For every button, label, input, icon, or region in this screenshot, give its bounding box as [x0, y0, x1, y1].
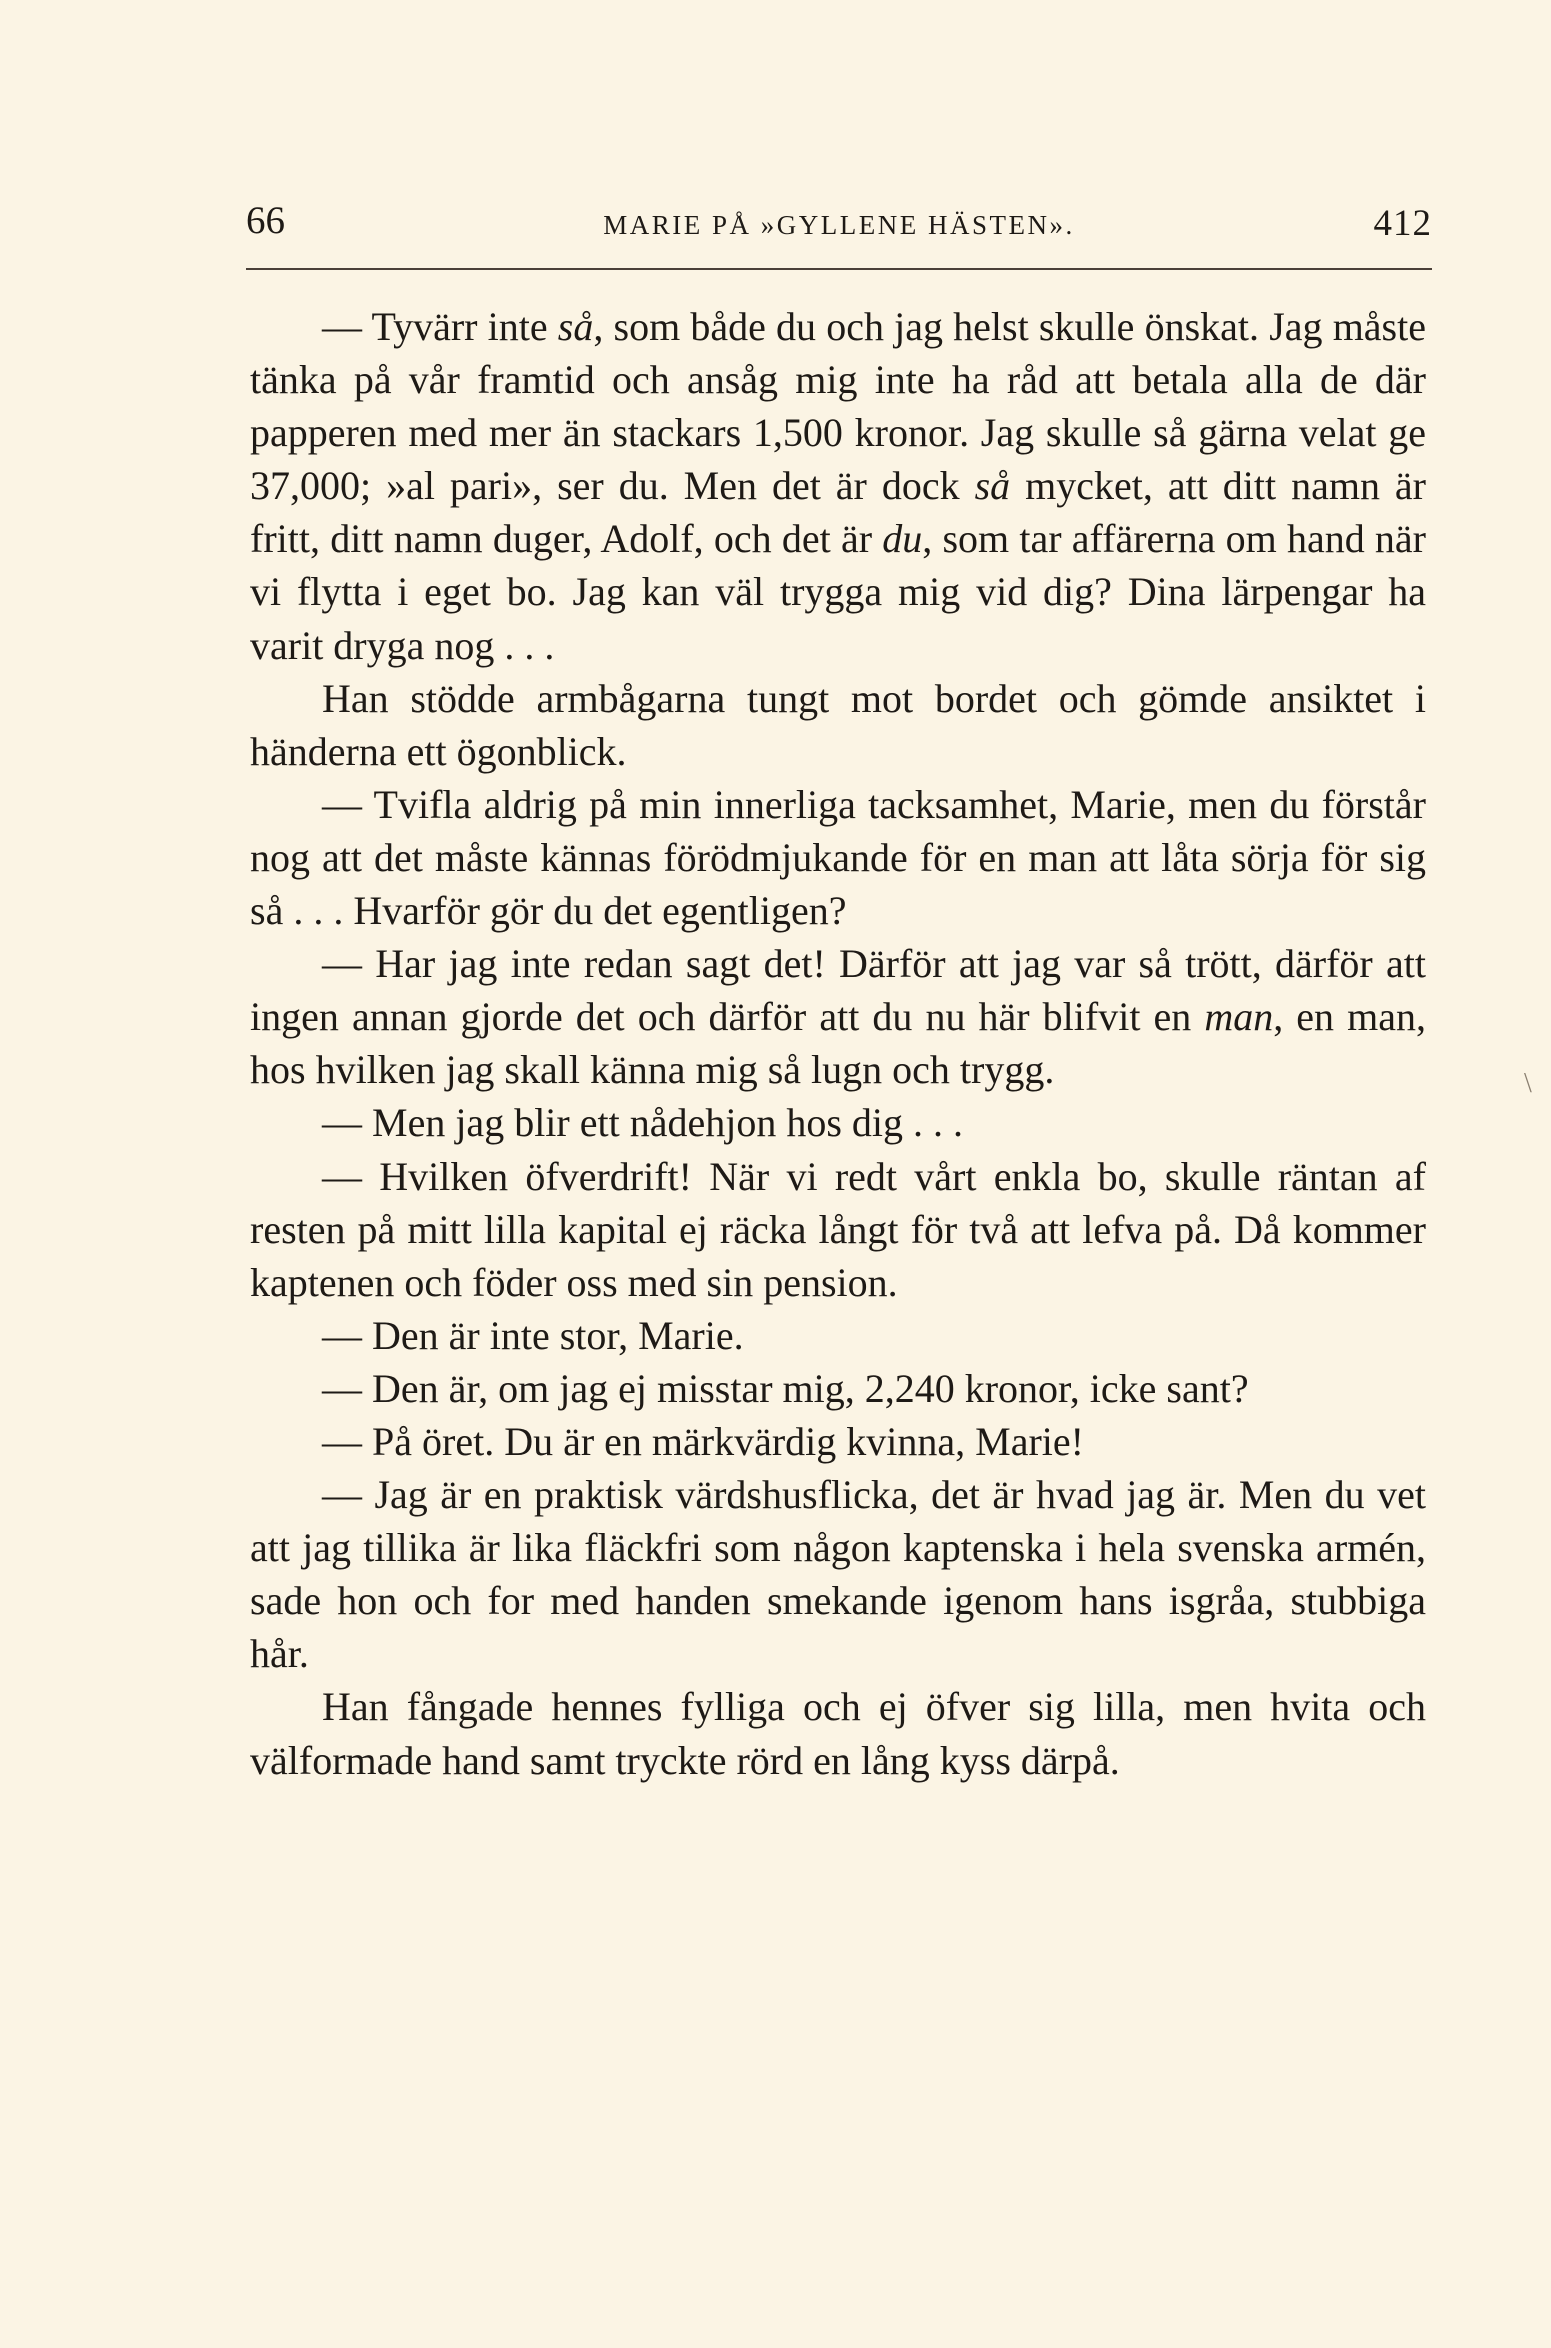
paragraph-text: — På öret. Du är en märkvärdig kvinna, Marie!	[322, 1418, 1084, 1464]
paragraph	[250, 1468, 1426, 1680]
paragraph-text: — Men jag blir ett nådehjon hos dig . . .	[322, 1100, 964, 1146]
running-head: MARIE PÅ »GYLLENE HÄSTEN».	[603, 210, 1075, 240]
italic-emphasis: så	[974, 463, 1011, 509]
paragraph-text: — Hvilken öfverdrift! När vi redt vårt enkla bo, skulle räntan af resten på mitt lilla kapital ej räcka långt för två att lefva på. Då kommer kaptenen och föder oss med sin pension.	[250, 1153, 1426, 1305]
paragraph	[250, 1362, 1426, 1415]
paragraph-text: — Den är, om jag ej misstar mig, 2,240 kronor, icke sant?	[322, 1365, 1249, 1411]
paragraph	[250, 672, 1426, 778]
paragraph	[250, 778, 1426, 937]
header-rule	[246, 268, 1432, 270]
paragraph	[250, 937, 1426, 1096]
paragraph	[250, 300, 1426, 672]
signature-mark: 412	[1373, 203, 1432, 244]
italic-emphasis: man	[1204, 994, 1274, 1040]
paragraph-text: — Tvifla aldrig på min innerliga tacksamhet, Marie, men du förstår nog att det måste kännas förödmjukande för en man att låta sörja för sig så . . . Hvarför gör du det egentligen?	[250, 781, 1426, 934]
paragraph	[250, 1150, 1426, 1309]
paragraph-text: Han stödde armbågarna tungt mot bordet och gömde ansiktet i händerna ett ögonblick.	[250, 675, 1426, 774]
paragraph-text: mycket, att ditt namn är fritt, ditt namn duger, Adolf, och det är	[250, 463, 1427, 562]
paragraph-text: Han fångade hennes fylliga och ej öfver sig lilla, men hvita och välformade hand samt tryckte rörd en lång kyss därpå.	[250, 1684, 1426, 1783]
italic-emphasis: så	[557, 304, 594, 349]
paragraph	[250, 1309, 1426, 1362]
paragraph	[250, 1415, 1426, 1468]
paragraph-text: , en man, hos hvilken jag skall känna mig så lugn och trygg.	[250, 994, 1426, 1093]
paragraph-text: — Jag är en praktisk värdshusflicka, det är hvad jag är. Men du vet att jag tillika är lika fläckfri som någon kaptenska i hela svenska armén, sade hon och for med handen smekande igenom hans isgråa, stubbiga hår.	[250, 1472, 1426, 1677]
paragraph	[250, 1096, 1426, 1149]
page-number: 66	[246, 199, 285, 242]
paragraph-text: — Tyvärr inte	[322, 304, 558, 349]
paragraph-text: , som både du och jag helst skulle önskat. Jag måste tänka på vår framtid och ansåg mig inte ha råd att betala alla de där papperen med mer än stackars 1,500 kronor. Jag skulle så gärna velat ge 37,000; »al pari», ser du. Men det är dock	[250, 304, 1426, 509]
italic-emphasis: du	[882, 516, 923, 562]
paragraph-text: — Har jag inte redan sagt det! Därför att jag var så trött, därför att ingen annan gjorde det och därför att du nu här blifvit en	[250, 941, 1426, 1040]
page-header	[246, 198, 1432, 258]
margin-tick-mark: \	[1524, 1068, 1532, 1099]
paragraph	[250, 1680, 1426, 1786]
paragraph-text: , som tar affärerna om hand när vi flytta i eget bo. Jag kan väl trygga mig vid dig? Dina lärpengar ha varit dryga nog . . .	[250, 516, 1426, 668]
body-text	[250, 300, 1426, 1787]
paragraph-text: — Den är inte stor, Marie.	[322, 1312, 744, 1358]
